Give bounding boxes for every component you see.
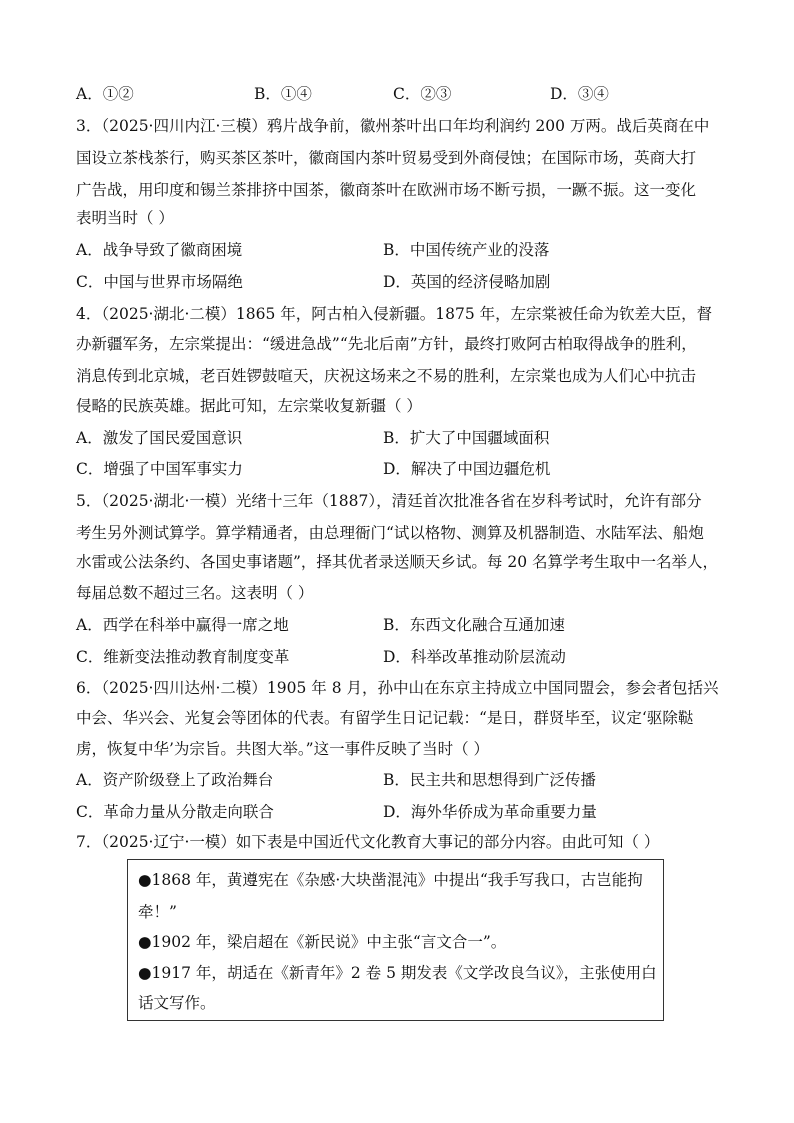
q7-box-line: 话文写作。 [138,994,216,1012]
q5-stem-line: 5．（2025·湖北·一模）光绪十三年（1887），清廷首次批准各省在岁科考试时，允许有部分 [76,492,702,510]
q3-stem-line: 3．（2025·四川内江·三模）鸦片战争前，徽州茶叶出口年均利润约 200 万两。战后英商在中 [76,117,710,135]
q3-stem-line: 国设立茶栈茶行，购买茶区茶叶，徽商国内茶叶贸易受到外商侵蚀；在国际市场，英商大打 [76,149,697,167]
q6-stem-line: 中会、华兴会、光复会等团体的代表。有留学生日记记载：“是日，群贤毕至，议定‘驱除鞑 [76,709,694,727]
q5-option-d[interactable]: D．科举改革推动阶层流动 [383,648,566,666]
q6-option-d[interactable]: D．海外华侨成为革命重要力量 [383,803,597,821]
q2-option-d[interactable]: D．③④ [550,85,609,103]
q4-option-d[interactable]: D．解决了中国边疆危机 [383,460,551,478]
q3-option-c[interactable]: C．中国与世界市场隔绝 [76,273,243,291]
q6-stem-line: 虏，恢复中华’为宗旨。共图大举。”这一事件反映了当时（ ） [76,740,490,758]
q4-option-c[interactable]: C．增强了中国军事实力 [76,460,243,478]
q5-option-a[interactable]: A．西学在科举中赢得一席之地 [76,616,289,634]
q7-box-line: ●1917 年，胡适在《新青年》2 卷 5 期发表《文学改良刍议》，主张使用白 [138,964,657,982]
q5-option-c[interactable]: C．维新变法推动教育制度变革 [76,648,290,666]
q7-stem: 7．（2025·辽宁·一模）如下表是中国近代文化教育大事记的部分内容。由此可知（ ） [76,833,660,851]
q4-stem-line: 侵略的民族英雄。据此可知，左宗棠收复新疆（ ） [76,397,422,415]
q4-option-b[interactable]: B．扩大了中国疆域面积 [383,429,550,447]
q5-stem-line: 水雷或公法条约、各国史事诸题”，择其优者录送顺天乡试。每 20 名算学考生取中一名举人， [76,553,719,571]
q7-box-line: 牵！” [138,903,177,921]
q5-option-b[interactable]: B．东西文化融合互通加速 [383,616,565,634]
q4-stem-line: 4．（2025·湖北·二模）1865 年，阿古柏入侵新疆。1875 年，左宗棠被任命为钦差大臣，督 [76,305,713,323]
q3-stem-line: 表明当时（ ） [76,209,174,227]
q2-option-a[interactable]: A．①② [76,85,134,103]
q2-option-c[interactable]: C．②③ [393,85,452,103]
q7-box-line: ●1868 年，黄遵宪在《杂感·大块凿混沌》中提出“我手写我口，古岂能拘 [138,871,643,889]
q3-option-a[interactable]: A．战争导致了徽商困境 [76,241,243,259]
q3-stem-line: 广告战，用印度和锡兰茶排挤中国茶，徽商茶叶在欧洲市场不断亏损，一蹶不振。这一变化 [76,181,697,199]
q6-option-a[interactable]: A．资产阶级登上了政治舞台 [76,771,274,789]
q3-option-b[interactable]: B．中国传统产业的没落 [383,241,550,259]
q7-box-line: ●1902 年，梁启超在《新民说》中主张“言文合一”。 [138,933,507,951]
q6-option-c[interactable]: C．革命力量从分散走向联合 [76,803,274,821]
q3-option-d[interactable]: D．英国的经济侵略加剧 [383,273,551,291]
q6-option-b[interactable]: B．民主共和思想得到广泛传播 [383,771,596,789]
q7-material-box [127,859,664,1021]
q5-stem-line: 考生另外测试算学。算学精通者，由总理衙门“试以格物、测算及机器制造、水陆军法、船炮 [76,524,704,542]
q4-option-a[interactable]: A．激发了国民爱国意识 [76,429,243,447]
q6-stem-line: 6．（2025·四川达州·二模）1905 年 8 月，孙中山在东京主持成立中国同盟会，参会者包括兴 [76,679,719,697]
q4-stem-line: 办新疆军务，左宗棠提出：“缓进急战”“先北后南”方针，最终打败阿古柏取得战争的胜利， [76,335,697,353]
q2-option-b[interactable]: B．①④ [254,85,312,103]
q5-stem-line: 每届总数不超过三名。这表明（ ） [76,584,314,602]
q4-stem-line: 消息传到北京城，老百姓锣鼓喧天，庆祝这场来之不易的胜利，左宗棠也成为人们心中抗击 [76,367,697,385]
